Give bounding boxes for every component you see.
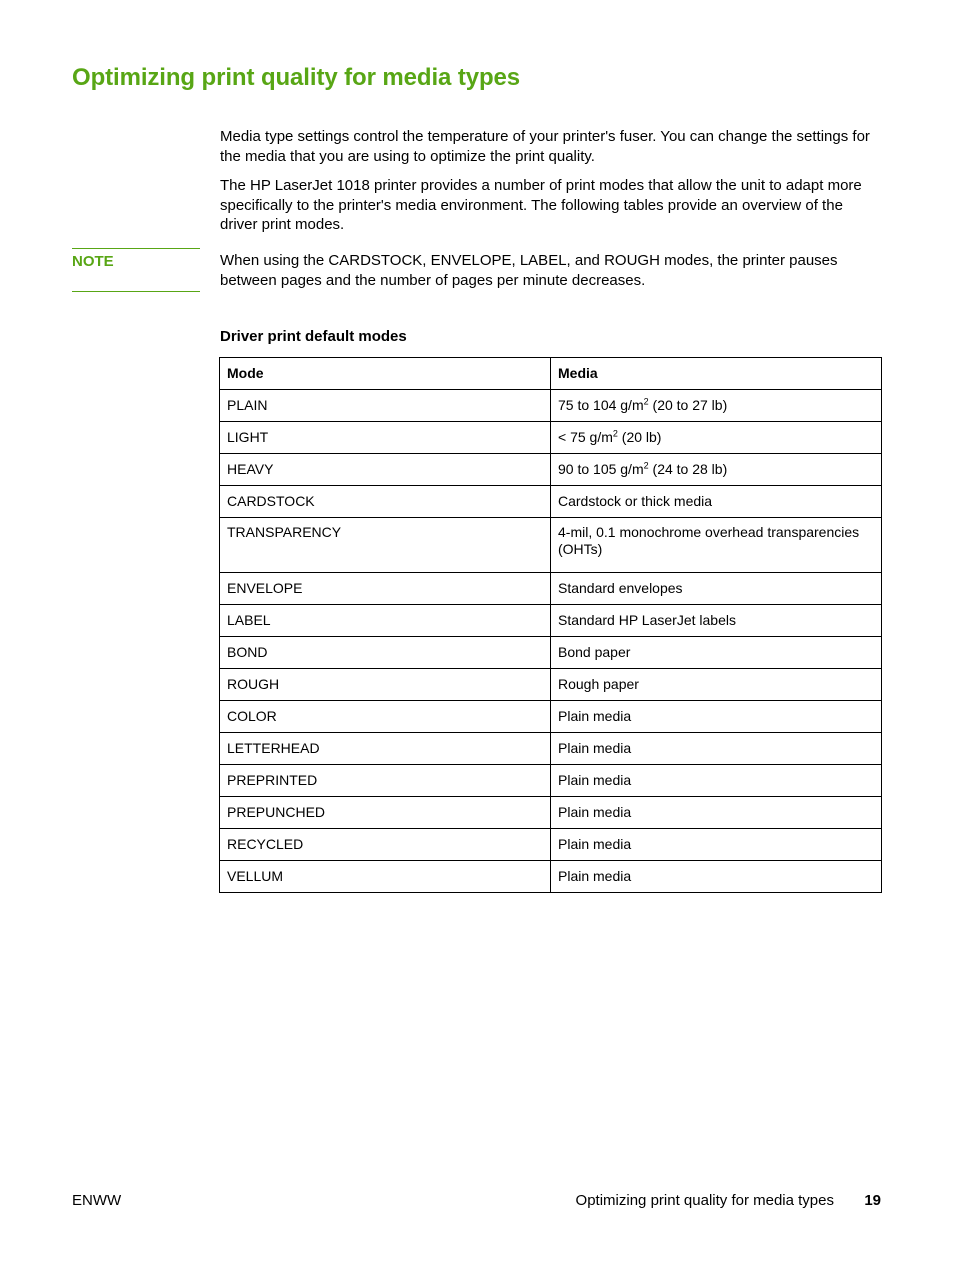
media-cell: Standard HP LaserJet labels: [551, 605, 882, 637]
table-row: [220, 637, 882, 669]
mode-cell: ENVELOPE: [220, 573, 551, 605]
media-cell: Rough paper: [551, 669, 882, 701]
media-cell: Plain media: [551, 701, 882, 733]
mode-cell: LIGHT: [220, 422, 551, 454]
media-cell: Standard envelopes: [551, 573, 882, 605]
mode-cell: HEAVY: [220, 454, 551, 486]
media-cell: Plain media: [551, 765, 882, 797]
table-row: [220, 422, 882, 454]
mode-cell: PLAIN: [220, 390, 551, 422]
table-row: [220, 797, 882, 829]
mode-cell: CARDSTOCK: [220, 486, 551, 518]
table-row: [220, 454, 882, 486]
media-cell: < 75 $g/m^2$ (20 lb): [551, 422, 882, 454]
media-column-header: Media: [551, 358, 882, 390]
mode-cell: ROUGH: [220, 669, 551, 701]
media-cell: Bond paper: [551, 637, 882, 669]
table-row: [220, 518, 882, 573]
print-modes-paragraph: The HP LaserJet 1018 printer provides a number of print modes that allow the unit to adapt more specifically to the printer's media environment. The following tables provide an overview of the driver print modes.: [220, 177, 862, 233]
media-cell: Plain media: [551, 861, 882, 893]
table-row: [220, 829, 882, 861]
table-row: [220, 486, 882, 518]
table-row: [220, 573, 882, 605]
mode-cell: PREPUNCHED: [220, 797, 551, 829]
media-cell: Plain media: [551, 733, 882, 765]
media-cell: 4-mil, 0.1 monochrome overhead transparencies (OHTs): [551, 518, 882, 573]
footer-left-text: ENWW: [72, 1192, 122, 1209]
table-row: [220, 390, 882, 422]
media-cell: 75 to 104 $g/m^2$ (20 to 27 lb): [551, 390, 882, 422]
mode-cell: LETTERHEAD: [220, 733, 551, 765]
table-row: [220, 861, 882, 893]
table-row: [220, 701, 882, 733]
note-text: When using the CARDSTOCK, ENVELOPE, LABEL, and ROUGH modes, the printer pauses between pages and the number of pages per minute decreases.: [220, 252, 838, 289]
footer-section-title: Optimizing print quality for media types: [575, 1192, 834, 1209]
mode-cell: PREPRINTED: [220, 765, 551, 797]
media-cell: Cardstock or thick media: [551, 486, 882, 518]
mode-cell: LABEL: [220, 605, 551, 637]
table-caption: Driver print default modes: [220, 328, 407, 345]
page-title: Optimizing print quality for media types: [72, 64, 521, 91]
page-number: 19: [864, 1192, 881, 1209]
mode-cell: RECYCLED: [220, 829, 551, 861]
mode-cell: BOND: [220, 637, 551, 669]
print-modes-table: [219, 357, 882, 893]
table-row: [220, 733, 882, 765]
mode-cell: COLOR: [220, 701, 551, 733]
mode-cell: TRANSPARENCY: [220, 518, 551, 573]
media-cell: Plain media: [551, 829, 882, 861]
table-header-row: [220, 358, 882, 390]
table-row: [220, 765, 882, 797]
note-label: NOTE: [72, 253, 114, 270]
media-cell: Plain media: [551, 797, 882, 829]
table-row: [220, 605, 882, 637]
mode-column-header: Mode: [220, 358, 551, 390]
note-box: [72, 248, 200, 292]
intro-paragraph: Media type settings control the temperature of your printer's fuser. You can change the settings for the media that you are using to optimize the print quality.: [220, 128, 870, 165]
mode-cell: VELLUM: [220, 861, 551, 893]
table-row: [220, 669, 882, 701]
media-cell: 90 to 105 $g/m^2$ (24 to 28 lb): [551, 454, 882, 486]
